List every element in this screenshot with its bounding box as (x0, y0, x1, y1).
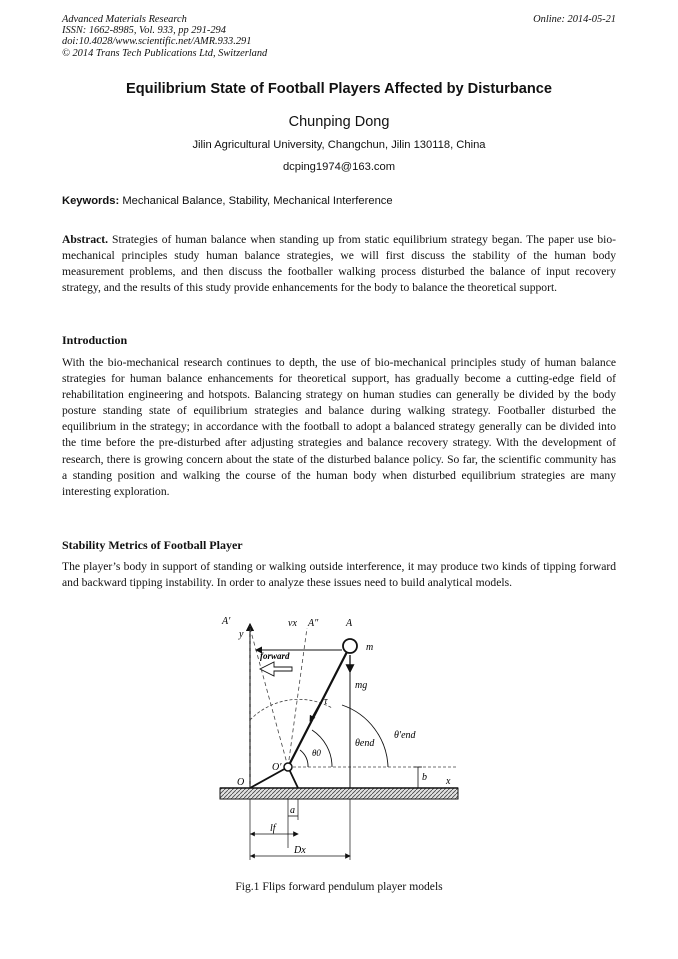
label-a-dimension: a (290, 805, 295, 816)
label-theta-end: θend (355, 738, 375, 749)
keywords-label: Keywords: (62, 195, 120, 207)
label-m: m (366, 642, 374, 653)
pivot-joint (284, 763, 292, 771)
label-dx: Dx (294, 845, 306, 856)
pendulum-diagram (212, 610, 468, 872)
author-name: Chunping Dong (288, 114, 390, 130)
copyright-line: © 2014 Trans Tech Publications Ltd, Switzerland (62, 47, 268, 59)
label-theta0: θ0 (312, 748, 321, 758)
label-forward: forward (260, 651, 290, 661)
label-vx: vx (288, 618, 297, 629)
label-x: x (446, 776, 451, 787)
torque-arrow (310, 703, 320, 721)
keywords (62, 195, 622, 207)
label-o-prime: O′ (272, 762, 282, 773)
label-a-prime: A′ (222, 616, 231, 627)
page-header (62, 14, 616, 59)
label-lf: lf (270, 823, 276, 834)
doi-line[interactable]: doi:10.4028/www.scientific.net/AMR.933.291 (62, 36, 252, 48)
ground (220, 788, 458, 799)
abstract-text: Strategies of human balance when standing up from static equilibrium strategy began. The paper use bio-mechanical principles study human balance strategies, we will first discuss the stability of the human body measurement problems, and then discuss the footballer walking process disturbed the balance of input recovery strategy, and the results of this study provide enhancements for the body to balance the theoretical support. (62, 233, 617, 295)
stability-heading: Stability Metrics of Football Player (62, 538, 243, 552)
dashed-line-to-a-prime (250, 628, 288, 767)
theta-end-prime-arc (342, 705, 388, 767)
abstract (62, 232, 616, 296)
label-o: O (237, 777, 245, 788)
author-affiliation: Jilin Agricultural University, Changchun, Jilin 130118, China (192, 139, 486, 151)
theta0-arc (300, 750, 308, 767)
introduction-heading: Introduction (62, 333, 128, 347)
journal-name: Advanced Materials Research (62, 14, 187, 25)
abstract-label: Abstract. (62, 233, 109, 246)
forward-arrow-icon (260, 662, 292, 676)
label-b: b (422, 772, 427, 783)
label-mg: mg (355, 680, 368, 691)
introduction-text: With the bio-mechanical research continues to depth, the use of bio-mechanical principles study of human balance strategies for human balance enhancements for theoretical support, has gradually become a cutting-edge field of rehabilitation engineering and hotspots. Balancing strategy on human studies can generally be divided by the body posture standing state of equilibrium strategies and balance during walking strategy. Footballer disturbed the equilibrium in the strategy; in accordance with the football to adopt a balanced strategy generally can be divided into the time before the pre-disturbed after adjusting strategies and balance recovery strategy. With the development of research, there is growing concern about the state of the disturbed balance policy. So far, the scientific community has a standing position and walking the course of the human body when disturbed equilibrium strategies are many interesting exploration. (62, 356, 616, 498)
label-a-double-prime: A″ (308, 618, 319, 629)
foot-line-rear (250, 767, 288, 788)
label-a: A (346, 618, 353, 629)
figure-caption: Fig.1 Flips forward pendulum player models (235, 880, 443, 893)
label-theta-end-prime: θ′end (394, 730, 416, 741)
issn-line: ISSN: 1662-8985, Vol. 933, pp 291-294 (62, 25, 226, 37)
keywords-text: Mechanical Balance, Stability, Mechanical Interference (122, 195, 393, 207)
label-y: y (239, 629, 244, 640)
swing-arc (250, 699, 332, 720)
author-email[interactable]: dcping1974@163.com (282, 161, 396, 173)
paper-title: Equilibrium State of Football Players Affected by Disturbance (126, 81, 552, 97)
online-date: Online: 2014-05-21 (533, 14, 616, 25)
mass-ball (343, 639, 357, 653)
label-tau: τ (324, 696, 328, 707)
pendulum-figure (212, 610, 468, 872)
stability-text: The player’s body in support of standing or walking outside interference, it may produce two kinds of tipping forward and backward tipping instability. In order to analyze these issues need to build analytical models. (62, 560, 616, 590)
